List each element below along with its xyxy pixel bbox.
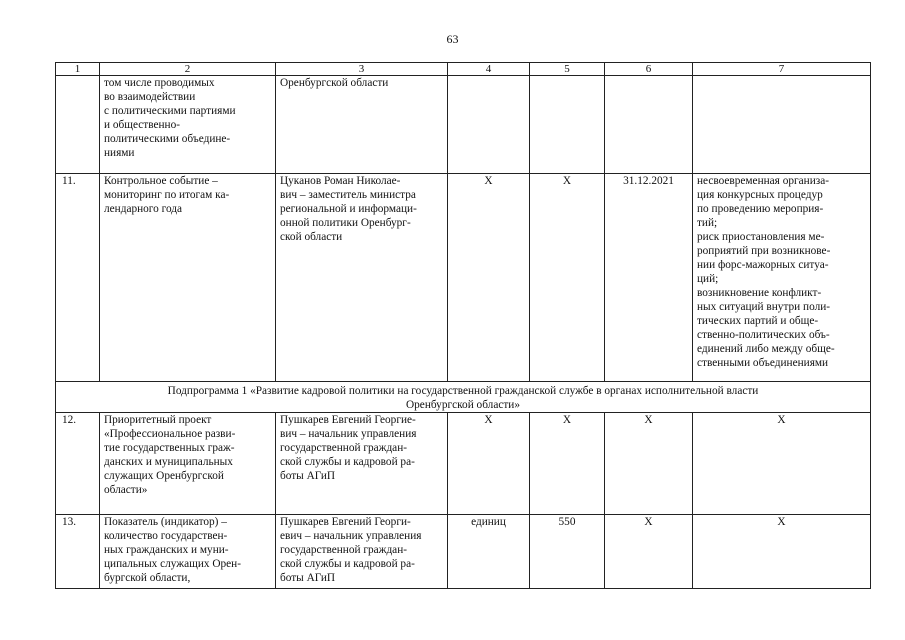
value-cell: Х (530, 174, 605, 382)
unit-cell: Х (448, 413, 530, 515)
risk-cell: Х (693, 413, 871, 515)
event-description: Приоритетный проект «Профессиональное разви- тие государственных граж- данских и муниципальных служащих Оренбургской области» (100, 413, 276, 515)
risk-cell: Х (693, 515, 871, 589)
plan-table (55, 62, 871, 589)
column-header: 4 (448, 63, 530, 76)
subprogram-title: Подпрограмма 1 «Развитие кадровой политики на государственной гражданской службе в органах исполнительной власти Оренбургской области» (56, 382, 871, 413)
column-header: 7 (693, 63, 871, 76)
date-cell: Х (605, 515, 693, 589)
risk-cell (693, 76, 871, 174)
table-row (56, 76, 871, 174)
responsible-person: Пушкарев Евгений Георги- евич – начальник управления государственной граждан- ской службы и кадровой ра- боты АГиП (276, 515, 448, 589)
value-cell: 550 (530, 515, 605, 589)
unit-cell: единиц (448, 515, 530, 589)
event-description: Показатель (индикатор) – количество государствен- ных гражданских и муни- ципальных служащих Орен- бургской области, (100, 515, 276, 589)
table-row (56, 515, 871, 589)
responsible-person: Пушкарев Евгений Георгие- вич – начальник управления государственной граждан- ской службы и кадровой ра- боты АГиП (276, 413, 448, 515)
responsible-person: Оренбургской области (276, 76, 448, 174)
row-number: 13. (56, 515, 100, 589)
risk-cell: несвоевременная организа- ция конкурсных процедур по проведению мероприя- тий; риск приостановления ме- роприятий при возникнове- нии форс-мажорных ситуа- ций; возникновение конфликт- ных ситуаций внутри поли- тических партий и обще- ственно-политических объ- единений либо между обще- ственными объединениями (693, 174, 871, 382)
unit-cell: Х (448, 174, 530, 382)
table-row (56, 174, 871, 382)
date-cell: 31.12.2021 (605, 174, 693, 382)
event-description: Контрольное событие – мониторинг по итогам ка- лендарного года (100, 174, 276, 382)
header-row (56, 63, 871, 76)
column-header: 3 (276, 63, 448, 76)
value-cell (530, 76, 605, 174)
date-cell: Х (605, 413, 693, 515)
table-row (56, 413, 871, 515)
column-header: 2 (100, 63, 276, 76)
event-description: том числе проводимых во взаимодействии с политическими партиями и общественно- политическими объедине- ниями (100, 76, 276, 174)
section-row (56, 382, 871, 413)
page-number: 63 (446, 32, 459, 46)
row-number: 12. (56, 413, 100, 515)
column-header: 5 (530, 63, 605, 76)
value-cell: Х (530, 413, 605, 515)
column-header: 6 (605, 63, 693, 76)
date-cell (605, 76, 693, 174)
responsible-person: Цуканов Роман Николае- вич – заместитель министра региональной и информаци- онной политики Оренбург- ской области (276, 174, 448, 382)
row-number (56, 76, 100, 174)
column-header: 1 (56, 63, 100, 76)
row-number: 11. (56, 174, 100, 382)
unit-cell (448, 76, 530, 174)
